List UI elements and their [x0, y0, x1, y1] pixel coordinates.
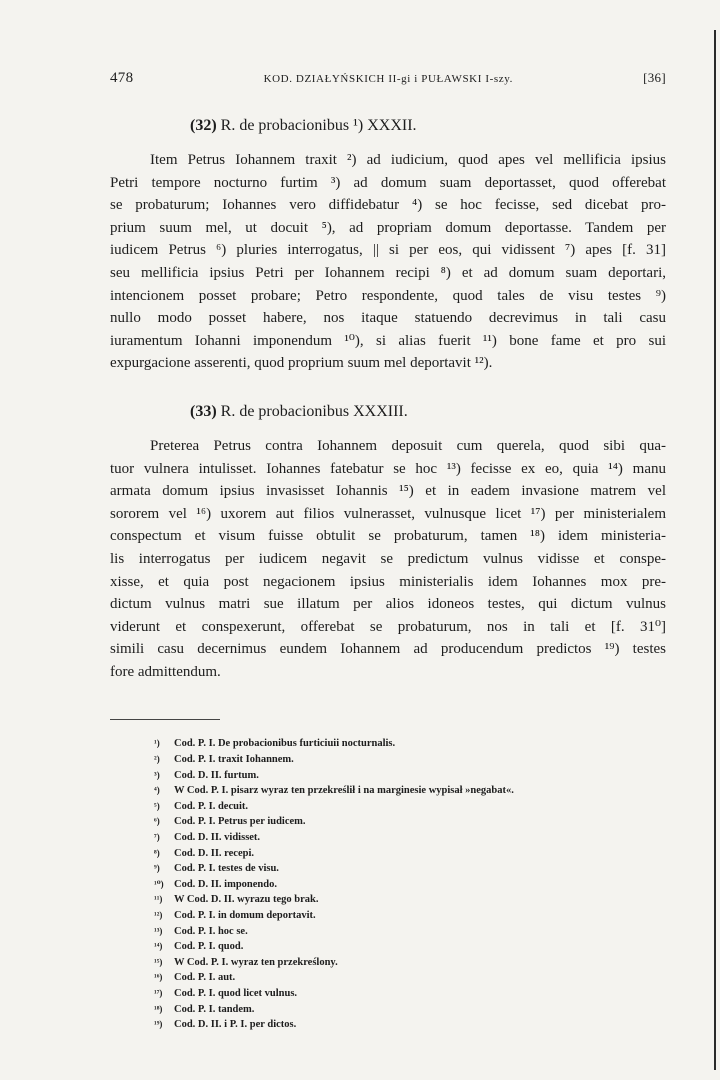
text-line: conspectum et visum fuisse obtulit se probaturum, tamen ¹⁸) idem ministeria- [110, 528, 666, 545]
footnote-number: ¹⁶) [154, 972, 163, 983]
footnote-number: ¹⁰) [154, 878, 164, 889]
text-line: viderunt et conspexerunt, offerebat se probaturum, nos in tali et [f. 31⁰] [110, 618, 666, 635]
section-heading-32 [110, 117, 666, 135]
text-line: prium suum mel, ut docuit ⁵), ad propriam domum deportasse. Tandem per [110, 219, 666, 236]
footnote-number: ¹) [154, 738, 160, 749]
footnote [154, 768, 666, 784]
text-line: lis interrogatus per iudicem negavit se predictum vulnus vidisse et conspe- [110, 550, 666, 567]
footnote-text: Cod. P. I. quod licet vulnus. [174, 987, 298, 999]
footnote-text: Cod. P. I. traxit Iohannem. [174, 754, 294, 766]
footnote [154, 799, 666, 815]
section-number: (32) [190, 117, 217, 134]
footnote-number: ²) [154, 754, 160, 765]
text-line: nullo modo posset habere, nos itaque statuendo decrevimus in tali casu [110, 310, 666, 327]
footnote-text: Cod. D. II. recepi. [174, 847, 255, 859]
footnote [154, 861, 666, 877]
footnote-number: ¹³) [154, 925, 163, 936]
footnote-text: W Cod. D. II. wyrazu tego brak. [174, 894, 319, 906]
text-line: iudicem Petrus ⁶) pluries interrogatus, || si per eos, qui vidissent ⁷) apes [f. 31] [110, 242, 666, 259]
footnote-text: Cod. P. I. hoc se. [174, 925, 248, 937]
footnote-text: Cod. P. I. aut. [174, 972, 236, 984]
running-title: KOD. DZIAŁYŃSKICH II-gi i PUŁAWSKI I-szy. [263, 73, 513, 85]
text-line: se probaturum; Iohannes vero diffidebatur ⁴) se hoc fecisse, sed dicebat pro- [110, 197, 666, 214]
footnote-number: ¹⁵) [154, 956, 163, 967]
footnote [154, 814, 666, 830]
footnote-text: Cod. P. I. decuit. [174, 800, 248, 812]
page-number: 478 [110, 70, 134, 86]
footnote-text: Cod. D. II. imponendo. [174, 878, 277, 890]
running-header [110, 70, 666, 87]
footnote-number: ¹¹) [154, 894, 163, 905]
folio-marker: [36] [643, 70, 666, 85]
text-line: simili casu decernimus eundem Iohannem ad producendum predictos ¹⁹) testes [110, 641, 666, 658]
text-line: armata domum ipsius invasisset Iohannis ¹⁵) et in eadem invasione matrem vel [110, 483, 666, 500]
footnote [154, 877, 666, 893]
text-line: intencionem posset probare; Petro respondente, quod tales de visu testes ⁹) [110, 287, 666, 304]
text-line: fore admittendum. [110, 663, 221, 680]
footnote [154, 736, 666, 752]
text-line: iuramentum Iohanni imponendum ¹⁰), si alias fuerit ¹¹) bone fame et pro sui [110, 332, 666, 349]
text-line: expurgacione asserenti, quod proprium suum mel deportavit ¹²). [110, 355, 493, 372]
footnote [154, 908, 666, 924]
footnote [154, 846, 666, 862]
footnote-number: ¹²) [154, 910, 163, 920]
text-line: Item Petrus Iohannem traxit ²) ad iudicium, quod apes vel mellificia ipsius [150, 152, 666, 168]
text-line: xisse, et quia post negacionem ipsius ministerialis idem Iohannes mox pre- [110, 573, 666, 590]
footnote-text: Cod. P. I. testes de visu. [174, 863, 279, 875]
footnote [154, 783, 666, 799]
footnote-text: Cod. P. I. in domum deportavit. [174, 910, 316, 921]
footnote-number: ⁶) [154, 816, 160, 827]
footnote-number: ³) [154, 769, 160, 780]
footnote-number: ⁵) [154, 800, 160, 811]
footnote-number: ⁸) [154, 847, 160, 858]
footnote [154, 1017, 666, 1033]
footnote [154, 970, 666, 986]
text-line: Preterea Petrus contra Iohannem deposuit cum querela, quod sibi qua- [150, 437, 666, 454]
section-number: (33) [190, 402, 217, 420]
footnote [154, 830, 666, 846]
footnote [154, 986, 666, 1002]
section-title: R. de probacionibus ¹) XXXII. [220, 117, 417, 134]
footnote-text: Cod. D. II. vidisset. [174, 832, 261, 844]
footnotes [110, 736, 666, 1032]
footnote-number: ¹⁴) [154, 941, 163, 952]
footnote-number: ¹⁷) [154, 987, 163, 998]
footnote-number: ¹⁸) [154, 1003, 163, 1014]
text-line: sororem vel ¹⁶) uxorem aut filios vulnerasset, vulnusque licet ¹⁷) per ministerialem [110, 505, 666, 522]
footnote-text: Cod. P. I. De probacionibus furticiuii nocturnalis. [174, 738, 396, 750]
footnote-number: ¹⁹) [154, 1019, 163, 1030]
page [110, 70, 666, 1033]
footnote-text: Cod. D. II. furtum. [174, 769, 259, 781]
page-edge-line [714, 30, 716, 1070]
footnote-number: ⁴) [154, 785, 160, 796]
footnote-number: ⁹) [154, 863, 160, 874]
footnote [154, 892, 666, 908]
footnote [154, 939, 666, 955]
footnote-text: Cod. P. I. quod. [174, 941, 244, 953]
footnote-text: Cod. P. I. Petrus per iudicem. [174, 816, 306, 828]
text-line: seu mellificia ipsius Petri per Iohannem recipi ⁸) et ad domum suam deportari, [110, 264, 666, 281]
text-line: tuor vulnera intulisset. Iohannes fatebatur se hoc ¹³) fecisse ex eo, quia ¹⁴) manu [110, 460, 666, 477]
footnote-text: W Cod. P. I. pisarz wyraz ten przekreślił i na marginesie wypisał »negabat«. [174, 785, 514, 797]
section-title: R. de probacionibus XXXIII. [220, 402, 408, 420]
text-line: Petri tempore nocturno furtim ³) ad domum suam deportasset, quod offerebat [110, 174, 666, 191]
footnote-text: Cod. D. II. i P. I. per dictos. [174, 1019, 297, 1031]
section-33-body [110, 435, 666, 684]
footnote-text: Cod. P. I. tandem. [174, 1003, 255, 1015]
footnote [154, 955, 666, 971]
footnote [154, 1002, 666, 1018]
footnote [154, 924, 666, 940]
footnote-text: W Cod. P. I. wyraz ten przekreślony. [174, 956, 338, 968]
text-line: dictum vulnus matri sue illatum per alios idoneos testes, qui dictum vulnus [110, 596, 666, 613]
footnote-number: ⁷) [154, 832, 160, 843]
section-heading-33 [110, 403, 666, 421]
footnote [154, 752, 666, 768]
section-32-body [110, 149, 666, 375]
footnote-rule [110, 719, 220, 720]
